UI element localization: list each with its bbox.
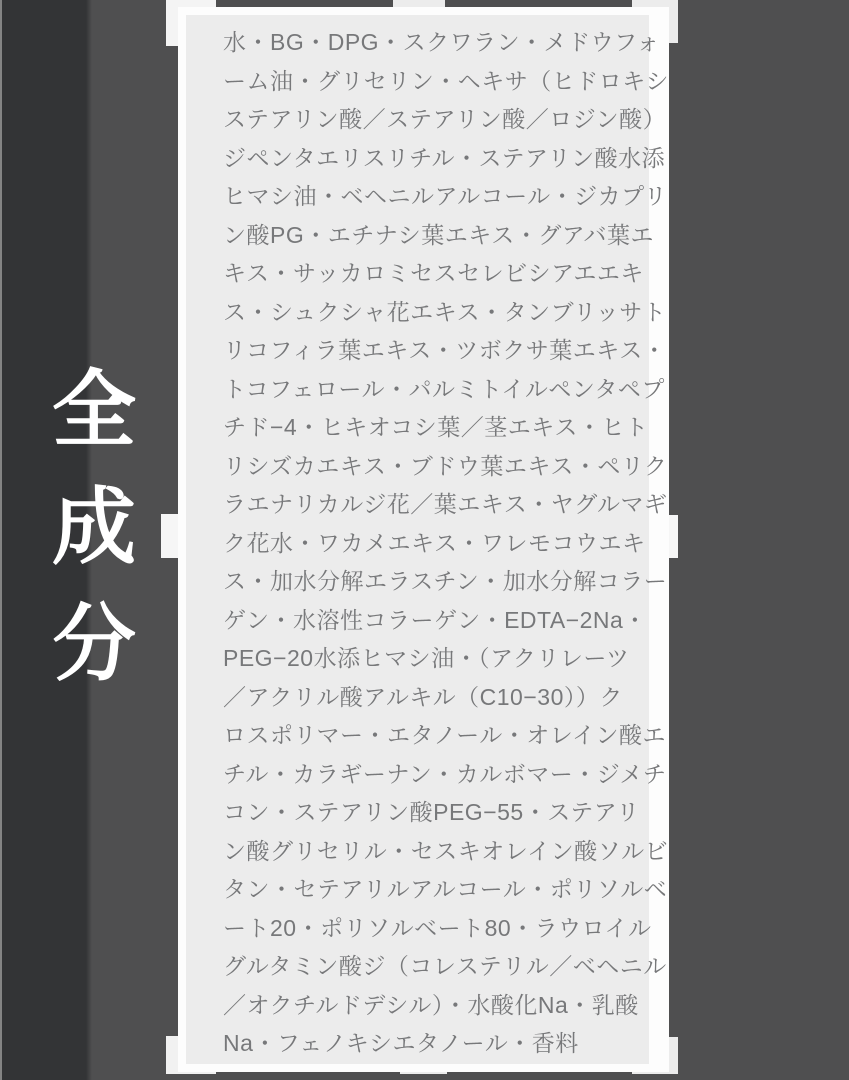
ingredient-line: 水・BG・DPG・スクワラン・メドウフォ xyxy=(223,29,660,55)
ingredient-line: トコフェロール・パルミトイルペンタペプ xyxy=(223,375,665,402)
ingredients-card xyxy=(178,7,669,1072)
ingredient-line: リシズカエキス・ブドウ葉エキス・ペリク xyxy=(223,452,668,479)
section-title-vertical xyxy=(48,352,140,703)
ingredient-line: キス・サッカロミセスセレビシアエエキ xyxy=(223,260,644,286)
ingredient-line: Na・フェノキシエタノール・香料 xyxy=(223,1030,579,1056)
ingredient-line: ゲン・水溶性コラーゲン・EDTA−2Na・ xyxy=(223,606,647,633)
ingredient-line: PEG−20水添ヒマシ油・（アクリレーツ xyxy=(223,645,630,671)
section-title-char: 成 xyxy=(51,480,136,574)
ingredient-line: ステアリン酸／ステアリン酸／ロジン酸） xyxy=(223,106,667,132)
ingredient-line: ／オクチルドデシル）・水酸化Na・乳酸 xyxy=(223,991,639,1018)
ingredient-line: リコフィラ葉エキス・ツボクサ葉エキス・ xyxy=(223,337,667,363)
ingredient-line: チル・カラギーナン・カルボマー・ジメチ xyxy=(223,760,667,787)
ingredient-line: ／アクリル酸アルキル（C10−30））ク xyxy=(223,683,623,710)
ingredient-line: ート20・ポリソルベート80・ラウロイル xyxy=(223,914,652,941)
ingredient-line: ヒマシ油・ベヘニルアルコール・ジカプリ xyxy=(223,183,668,209)
ingredient-line: ス・加水分解エラスチン・加水分解コラー xyxy=(223,568,668,594)
ingredient-line: チド−4・ヒキオコシ葉／茎エキス・ヒト xyxy=(223,414,649,440)
ingredient-line: ク花水・ワカメエキス・ワレモコウエキ xyxy=(223,529,646,556)
ingredient-line: コン・ステアリン酸PEG−55・ステアリ xyxy=(223,799,640,825)
ingredient-line: ス・シュクシャ花エキス・タンブリッサト xyxy=(223,298,667,325)
ingredients-list xyxy=(223,23,670,1063)
ingredients-card-content xyxy=(186,15,670,1064)
ingredient-line: グルタミン酸ジ（コレステリル／ベヘニル xyxy=(223,953,667,979)
ingredient-line: ン酸グリセリル・セスキオレイン酸ソルビ xyxy=(223,837,669,864)
ingredient-line: ロスポリマー・エタノール・オレイン酸エ xyxy=(223,722,667,748)
left-edge-highlight xyxy=(0,0,2,1080)
section-title-char: 分 xyxy=(51,597,136,691)
ingredient-line: ラエナリカルジ花／葉エキス・ヤグルマギ xyxy=(223,491,668,517)
ingredient-line: タン・セテアリルアルコール・ポリソルベ xyxy=(223,876,668,902)
ingredient-line: ン酸PG・エチナシ葉エキス・グアバ葉エ xyxy=(223,221,654,248)
ingredient-line: ーム油・グリセリン・ヘキサ（ヒドロキシ xyxy=(223,67,670,94)
ingredient-line: ジペンタエリスリチル・ステアリン酸水添 xyxy=(223,144,666,171)
section-title-char: 全 xyxy=(51,363,136,457)
